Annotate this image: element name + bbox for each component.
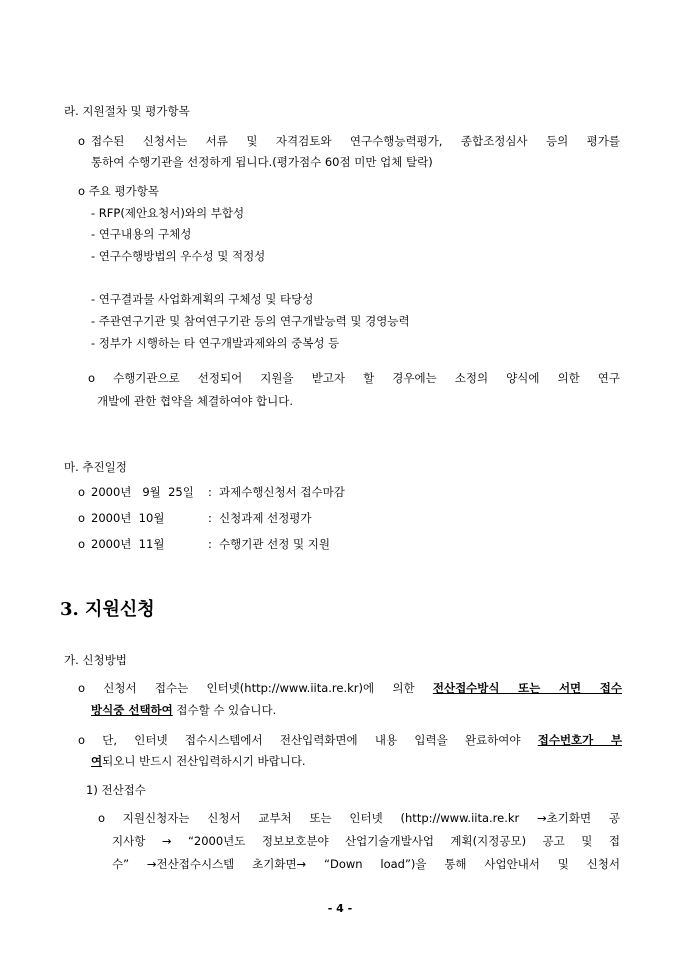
method-p1-emphasis: 전산접수방식 또는 서면 접수 — [432, 681, 622, 695]
intro-line-2: 통하여 수행기관을 선정하게 됩니다.(평가점수 60점 미만 업체 탈락) — [91, 155, 433, 169]
method-paragraph-2-line-2 — [91, 753, 306, 769]
subsection-1-title: 1) 전산접수 — [86, 783, 146, 797]
method-p2-text: o 단, 인터넷 접수시스템에서 전산입력화면에 내용 입력을 완료하여야 — [78, 733, 538, 747]
section-ra-title: 라. 지원절차 및 평가항목 — [64, 104, 190, 118]
schedule-bullet: o — [78, 511, 86, 525]
schedule-task: 과제수행신청서 접수마감 — [219, 485, 345, 499]
schedule-separator: : — [208, 511, 212, 525]
section-ma-title: 마. 추진일정 — [64, 460, 127, 474]
section-ga-title: 가. 신청방법 — [64, 653, 127, 667]
schedule-separator: : — [208, 485, 212, 499]
intro-line-1: 접수된 신청서는 서류 및 자격검토와 연구수행능력평가, 종합조정심사 등의 평가를 — [91, 134, 620, 148]
subsection-1-line-2: 지사항 → “2000년도 정보보호분야 산업기술개발사업 계획(지정공모) 공고 및 접 — [112, 834, 620, 848]
method-p1-text-cont: 접수할 수 있습니다. — [172, 703, 277, 717]
schedule-date: 2000년 11월 — [91, 537, 165, 551]
method-p1-emphasis-cont: 방식중 선택하여 — [91, 703, 173, 717]
subsection-1-line-1: o 지원신청자는 신청서 교부처 또는 인터넷 (http://www.iita.re.kr →초기화면 공 — [98, 811, 620, 825]
method-p2-text-cont: 되오니 반드시 전산입력하시기 바랍니다. — [102, 754, 306, 768]
schedule-task: 수행기관 선정 및 지원 — [219, 537, 330, 551]
intro-bullet: o — [78, 134, 86, 148]
eval-item: - 주관연구기관 및 참여연구기관 등의 연구개발능력 및 경영능력 — [91, 314, 410, 328]
schedule-date: 2000년 9월 25일 — [91, 485, 194, 499]
schedule-task: 신청과제 선정평가 — [219, 511, 312, 525]
agreement-line-1: o 수행기관으로 선정되어 지원을 받고자 할 경우에는 소정의 양식에 의한 연구 — [88, 371, 620, 385]
subsection-1-line-3: 수” →전산접수시스템 초기화면→ “Down load”)을 통해 사업안내서 및 신청서 — [112, 857, 620, 871]
agreement-line-2: 개발에 관한 협약을 체결하여야 합니다. — [97, 394, 294, 408]
method-paragraph-1-line-2 — [91, 702, 276, 718]
schedule-bullet: o — [78, 485, 86, 499]
method-p1-text: o 신청서 접수는 인터넷(http://www.iita.re.kr)에 의한 — [78, 681, 433, 695]
method-p2-emphasis-cont: 여 — [91, 754, 103, 768]
eval-item: - 연구내용의 구체성 — [91, 227, 192, 241]
eval-item: - RFP(제안요청서)와의 부합성 — [91, 206, 245, 220]
eval-item: - 연구결과물 사업화계획의 구체성 및 타당성 — [91, 292, 314, 306]
method-p2-emphasis: 접수번호가 부 — [537, 733, 622, 747]
method-paragraph-1-line-1 — [78, 680, 622, 696]
method-paragraph-2-line-1 — [78, 732, 622, 748]
section-3-heading: 3. 지원신청 — [60, 599, 155, 620]
eval-item: - 정부가 시행하는 타 연구개발과제와의 중복성 등 — [91, 336, 340, 350]
schedule-date: 2000년 10월 — [91, 511, 165, 525]
schedule-separator: : — [208, 537, 212, 551]
eval-item: - 연구수행방법의 우수성 및 적정성 — [91, 249, 266, 263]
schedule-bullet: o — [78, 537, 86, 551]
page-number: - 4 - — [327, 902, 353, 915]
eval-heading: o 주요 평가항목 — [78, 184, 160, 198]
